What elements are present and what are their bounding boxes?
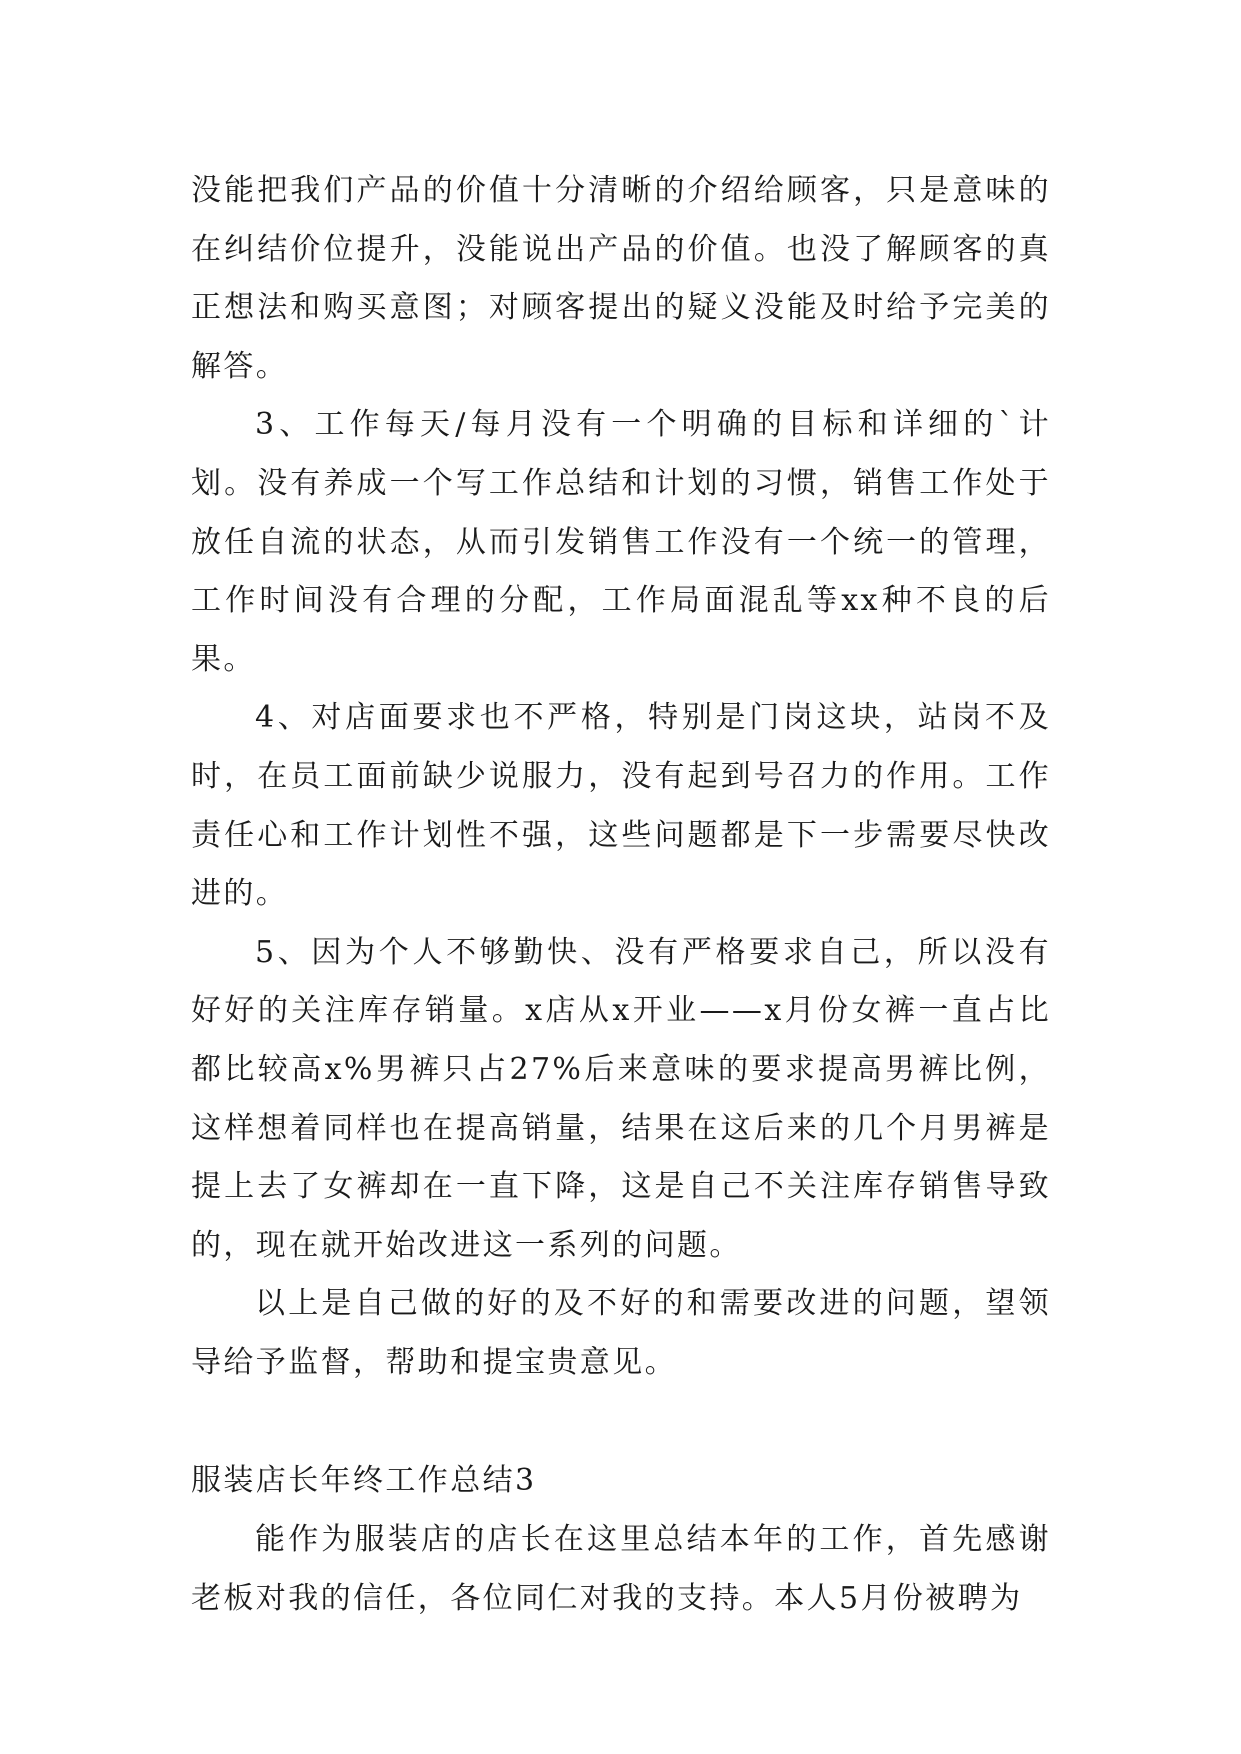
paragraph-section3-opening: 能作为服装店的店长在这里总结本年的工作，首先感谢老板对我的信任，各位同仁对我的支持。本人5月份被聘为: [191, 1522, 1051, 1616]
paragraph-intro-continuation: 没能把我们产品的价值十分清晰的介绍给顾客，只是意味的在纠结价位提升，没能说出产品的价值。也没了解顾客的真正想法和购买意图；对顾客提出的疑义没能及时给予完美的解答。: [191, 173, 1051, 384]
paragraph-point-3: 3、工作每天/每月没有一个明确的目标和详细的`计划。没有养成一个写工作总结和计划的习惯，销售工作处于放任自流的状态，从而引发销售工作没有一个统一的管理，工作时间没有合理的分配，工作局面混乱等xx种不良的后果。: [191, 407, 1051, 677]
paragraph-closing: 以上是自己做的好的及不好的和需要改进的问题，望领导给予监督，帮助和提宝贵意见。: [191, 1286, 1051, 1380]
paragraph-point-4: 4、对店面要求也不严格，特别是门岗这块，站岗不及时，在员工面前缺少说服力，没有起到号召力的作用。工作责任心和工作计划性不强，这些问题都是下一步需要尽快改进的。: [191, 700, 1051, 912]
paragraph-point-5: 5、因为个人不够勤快、没有严格要求自己，所以没有好好的关注库存销量。x店从x开业——x月份女裤一直占比都比较高x%男裤只占27%后来意味的要求提高男裤比例，这样想着同样也在提高销量，结果在这后来的几个月男裤是提上去了女裤却在一直下降，这是自己不关注库存销售导致的，现在就开始改进这一系列的问题。: [191, 934, 1051, 1263]
section-title: 服装店长年终工作总结3: [191, 1463, 537, 1499]
document-body: [191, 162, 1051, 1628]
